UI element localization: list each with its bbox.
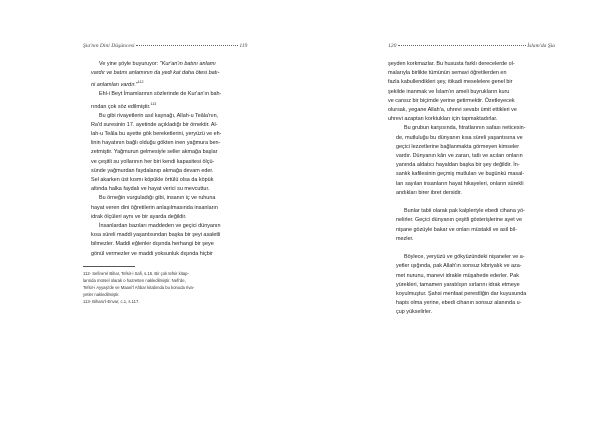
paragraph	[388, 60, 559, 124]
right-page	[300, 0, 600, 424]
text-line: Sel akarken üst kısmı köpükle örtülü olsa da köpük	[91, 177, 214, 184]
footnotes	[83, 270, 254, 305]
footnote-line: larında mürsel olarak o hazretten nakledilmiştir. Nefi'de,	[83, 278, 186, 284]
text-line: şekilde inanmak ve İslam'ın ameli buyrukların kuru	[388, 88, 510, 95]
left-page-number: 119	[239, 43, 248, 49]
text-line: de, mutluluğu bu dünyanın kısa süreli yaşantısına ve	[396, 134, 523, 141]
paragraph	[83, 194, 254, 222]
text-line: yetler ışığında, pak Allah'ın sonsuz kibriyalık ve aza-	[396, 263, 522, 270]
text-line: nişane gözüyle bakar ve onları müstakil ve asil bil-	[396, 226, 517, 233]
text-line: Böylece, yeryüzü ve gökyüzündeki nişaneler ve a-	[404, 254, 525, 261]
paragraph	[83, 90, 254, 111]
text-line: zetmiştir. Yağmurun gelmesiyle seller akmağa başlar	[91, 149, 218, 156]
footnote-line: yetler nakledilmiştir.	[83, 292, 120, 298]
text-line: uhrevi azaptan korktukları için tapmaktadırlar.	[388, 116, 498, 123]
right-header-leader	[398, 45, 526, 46]
text-line: Bu grubun karşısında, fıtratlarının safası neticesin-	[404, 125, 526, 132]
text-line: hapis olma yerine, ebedi cihanın sonsuz alanında u-	[396, 300, 522, 307]
text-line: şeyden korkmazlar. Bu hususta farklı derecelerde ol-	[388, 61, 515, 67]
paragraph	[388, 124, 559, 198]
paragraph	[83, 60, 254, 90]
text-line: Ehl-i Beyt İmamlarının sözlerinde de Kur'an'ın bah-	[99, 91, 222, 98]
text-line: olursak, yegane Allah'a, uhrevi sevabı ümit ettikleri ve	[388, 107, 517, 114]
text-line: kısa süreli maddi yaşantısından başka bir şeyi asaletli	[91, 232, 221, 239]
paragraph	[83, 112, 254, 195]
text-line: andıkları birer ibret dersidir.	[396, 189, 462, 196]
text-line: hayat veren dini öğretilerin anlaşılmasında insanların	[91, 204, 218, 211]
text-line: sanlık kafilesinin geçmiş mutluları ve bugünkü masal-	[396, 171, 525, 178]
text-line: vardır. Dünyanın kârı ve zararı, tatlı ve acıları onların	[396, 153, 523, 160]
text-line: fazla kabullendikleri şey, itikadi meselelere genel bir	[388, 79, 513, 86]
right-header-title: İslam'da Şia	[527, 43, 555, 49]
right-page-number: 120	[388, 43, 397, 49]
text-line: vardır ve batını anlamının da yedi kat daha ötesi batı-	[91, 70, 220, 77]
text-line: bilmezler. Maddi eğlenler dışında herhangi bir şeye	[91, 241, 214, 248]
text-line: İnsanlardan bazıları maddeden ve geçici dünyanın	[99, 223, 221, 230]
text-line: ni anlamları vardır."$^{112}$	[91, 80, 144, 89]
footnote-line: 112- Sefine'el Bihar, Tefsir-i Safi, s.15. Bir çok tefsir kitap-	[83, 271, 189, 276]
text-line: çup yükselirler.	[396, 309, 432, 316]
left-header-title: Şia'nın Dini Düşüncesi	[83, 43, 135, 49]
text-line: met nurunu, manevi idrakle müşahede ederler. Pak	[396, 272, 520, 279]
text-line: geçici lezzetlerine bağlanmakta görmeyen kimseler	[396, 143, 520, 150]
text-line: gönül vermezler ve maddi yoksunluk dışında hiçbir	[91, 250, 213, 257]
text-line: Bu örneğin vurguladığı gibi, insanın iç ve ruhuna	[99, 195, 216, 202]
paragraph	[388, 253, 559, 317]
right-running-header	[388, 43, 560, 49]
text-line: yürekleri, tamamen yaratılışın sırlarını idrak etmeye	[396, 281, 520, 288]
left-running-header	[83, 43, 255, 49]
footnote-line: Tefsir-i Ayyaşi'de ve Maani'l Ahbar kitabında bu konuda riva-	[83, 285, 195, 291]
footnote-ref: 113	[150, 101, 157, 106]
text-line: Bunlar tabii olarak pak kalpleriyle ebedi cihana yö-	[404, 208, 525, 215]
footnote-divider	[83, 266, 135, 267]
text-line: Bu gibi rivayetlerin asıl kaynağı, Allah-u Teâla'nın,	[99, 112, 219, 119]
text-line: altında halka faydalı ve hayat verici su mevcuttur.	[91, 186, 210, 193]
text-line: malarıyla birlikte tümünün semavi öğretilerden en	[388, 70, 507, 77]
text-line: idrak ölçüleri aynı ve bir ayarda değildir.	[91, 213, 187, 220]
text-line: nelirler. Geçici dünyanın çeşitli gösterişlerine ayet ve	[396, 217, 523, 224]
text-line: ve cansız bir biçimde yerine getirmektir. Özetleyecek	[388, 97, 515, 104]
footnote-line: 113- Biharu'l-Envar, c.1, s.117.	[83, 299, 140, 305]
text-line: Ve yine şöyle buyuruyor: "Kur'an'ın batını anlamı	[99, 61, 216, 67]
text-line: yanında aldatıcı hayaldan başka bir şey değildir. İn-	[396, 162, 520, 169]
left-header-leader	[136, 45, 238, 46]
right-body-text	[388, 60, 559, 318]
text-line: mezler.	[396, 235, 414, 242]
paragraph	[83, 222, 254, 259]
text-line: koyulmuştur. Şahsi menfaat perestliğin dar kuyusunda	[396, 291, 527, 298]
text-line: sünde yağmurdan faydalanıp akmağa devam eder.	[91, 167, 214, 174]
text-line: lah-u Teâla bu ayette gök bereketlerini, yeryüzü ve eh-	[91, 131, 222, 138]
text-line: rından çok söz edilmiştir.$^{113}$	[91, 101, 157, 110]
text-line: Ra'd suresinin 17. ayetinde açıkladığı bir örnektir. Al-	[91, 121, 218, 128]
left-body-text	[83, 60, 254, 259]
text-line: ları sayılan insanların hayat hikayeleri, onların sürekli	[396, 180, 524, 187]
paragraph	[388, 207, 559, 244]
footnote-ref: 112	[137, 80, 144, 85]
text-line: ve çeşitli su yollarının her biri kendi kapasitesi ölçü-	[91, 158, 215, 165]
text-line: linin hayatının bağlı olduğu gökten inen yağmura ben-	[91, 140, 221, 147]
